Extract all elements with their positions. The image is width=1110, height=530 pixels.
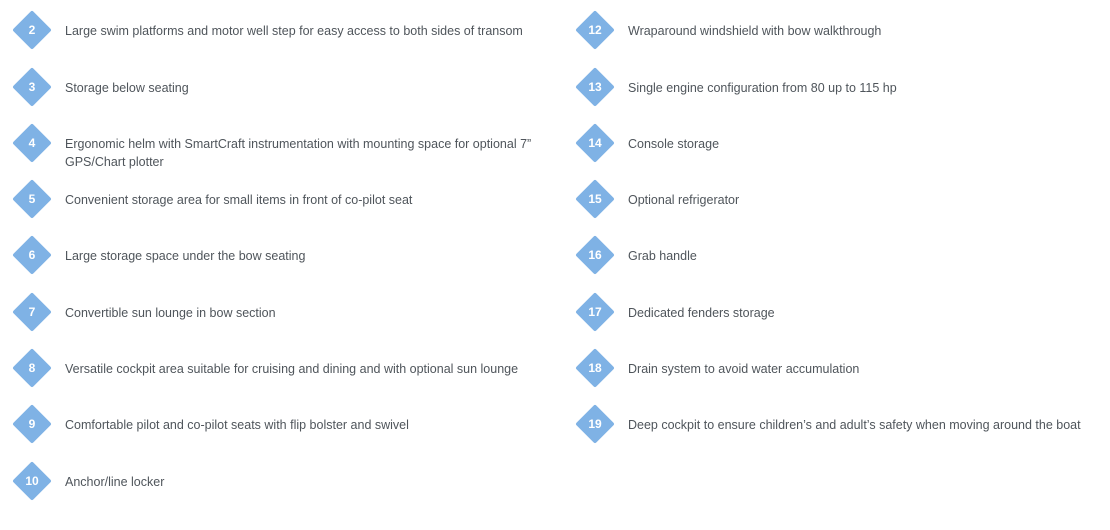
diamond-badge-icon xyxy=(575,235,615,275)
feature-text: Grab handle xyxy=(628,249,697,264)
feature-text: Convertible sun lounge in bow section xyxy=(65,305,276,320)
diamond-badge-icon xyxy=(12,179,52,219)
feature-number: 8 xyxy=(28,361,36,376)
feature-item xyxy=(575,179,1105,235)
feature-number: 16 xyxy=(588,248,602,263)
feature-item xyxy=(12,0,552,10)
feature-item xyxy=(12,235,552,291)
feature-text: Ergonomic helm with SmartCraft instrumentation with mounting space for optional 7” GPS/Chart plotter xyxy=(65,136,532,170)
feature-list-left xyxy=(12,0,552,517)
feature-number: 10 xyxy=(25,473,39,488)
feature-item xyxy=(12,10,552,66)
feature-item xyxy=(12,292,552,348)
feature-item xyxy=(12,461,552,517)
feature-text: Wraparound windshield with bow walkthrough xyxy=(628,24,882,39)
diamond-badge-icon xyxy=(12,67,52,107)
diamond-badge-icon xyxy=(575,67,615,107)
feature-item xyxy=(12,348,552,404)
feature-item xyxy=(575,0,1105,10)
diamond-badge-icon xyxy=(12,348,52,388)
feature-item xyxy=(12,404,552,460)
feature-number: 2 xyxy=(28,23,36,38)
diamond-badge-icon xyxy=(575,404,615,444)
feature-item xyxy=(12,123,552,179)
feature-text: Optional refrigerator xyxy=(628,193,740,208)
feature-list-right xyxy=(575,0,1105,461)
feature-text: Large swim platforms and motor well step for easy access to both sides of transom xyxy=(65,24,523,39)
diamond-badge-icon xyxy=(12,292,52,332)
feature-item xyxy=(575,123,1105,179)
feature-text: Large storage space under the bow seating xyxy=(65,249,306,264)
feature-item xyxy=(12,67,552,123)
diamond-badge-icon xyxy=(575,10,615,50)
feature-number: 18 xyxy=(588,361,602,376)
feature-text: Versatile cockpit area suitable for cruising and dining and with optional sun lounge xyxy=(65,362,519,377)
feature-item xyxy=(575,235,1105,291)
feature-number: 19 xyxy=(588,417,602,432)
diamond-badge-icon xyxy=(575,348,615,388)
diamond-badge-icon xyxy=(12,404,52,444)
feature-number: 3 xyxy=(28,79,36,94)
feature-item xyxy=(12,179,552,235)
diamond-badge-icon xyxy=(12,235,52,275)
feature-item xyxy=(575,10,1105,66)
feature-number: 13 xyxy=(588,79,602,94)
diamond-badge-icon xyxy=(12,10,52,50)
feature-number: 17 xyxy=(588,304,602,319)
feature-number: 4 xyxy=(28,135,36,150)
feature-number: 14 xyxy=(588,135,602,150)
feature-text: Deep cockpit to ensure children’s and adult’s safety when moving around the boat xyxy=(628,418,1081,433)
feature-text: Single engine configuration from 80 up to 115 hp xyxy=(628,80,897,95)
feature-item xyxy=(575,67,1105,123)
feature-text: Drain system to avoid water accumulation xyxy=(628,362,860,377)
feature-number: 15 xyxy=(588,192,602,207)
feature-item xyxy=(575,348,1105,404)
feature-number: 5 xyxy=(28,192,36,207)
diamond-badge-icon xyxy=(575,292,615,332)
feature-text: Console storage xyxy=(628,136,720,151)
feature-number: 6 xyxy=(28,248,36,263)
feature-item xyxy=(575,404,1105,460)
diamond-badge-icon xyxy=(575,179,615,219)
diamond-badge-icon xyxy=(12,461,52,501)
feature-number: 9 xyxy=(28,417,36,432)
feature-item xyxy=(575,292,1105,348)
feature-number: 7 xyxy=(28,304,36,319)
feature-text: Comfortable pilot and co-pilot seats with flip bolster and swivel xyxy=(65,418,409,433)
feature-text: Dedicated fenders storage xyxy=(628,305,775,320)
feature-text: Convenient storage area for small items in front of co-pilot seat xyxy=(65,193,413,208)
diamond-badge-icon xyxy=(575,123,615,163)
feature-text: Anchor/line locker xyxy=(65,474,165,489)
feature-text: Storage below seating xyxy=(65,80,189,95)
feature-number: 12 xyxy=(588,23,602,38)
diamond-badge-icon xyxy=(12,123,52,163)
